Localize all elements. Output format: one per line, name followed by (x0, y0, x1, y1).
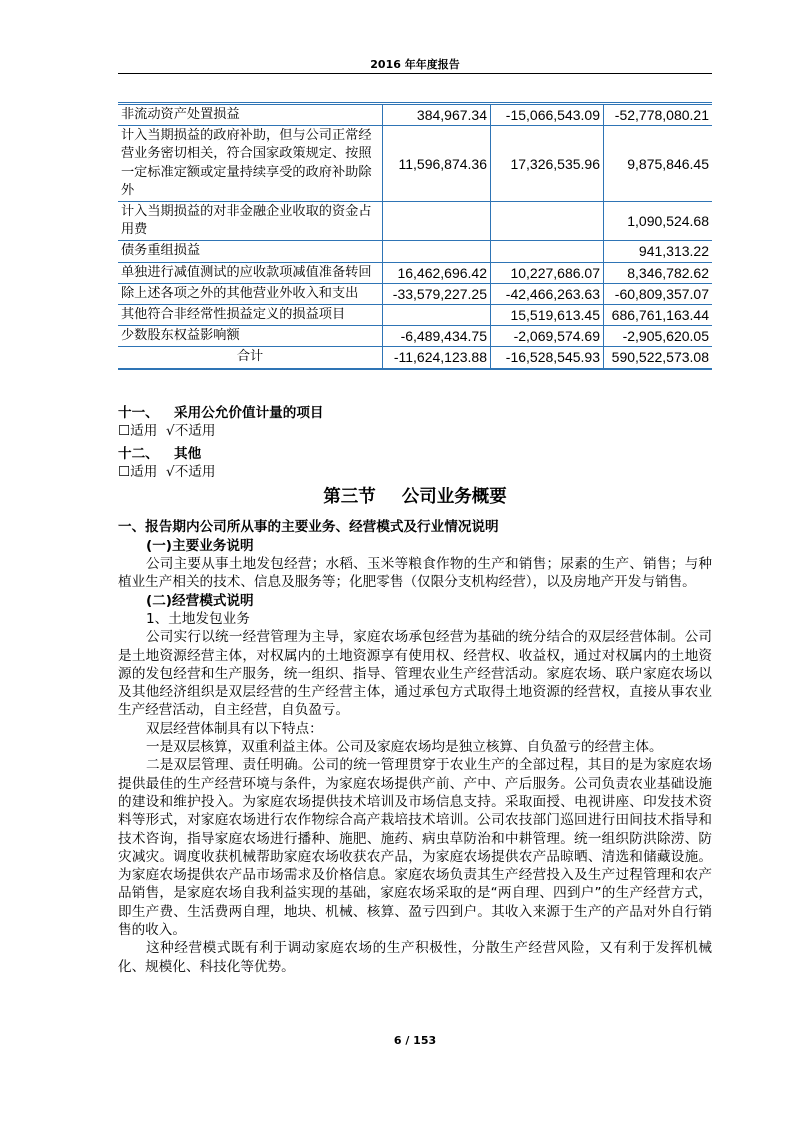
paragraph: 一是双层核算，双重利益主体。公司及家庭农场均是独立核算、自负盈亏的经营主体。 (146, 739, 663, 756)
table-row (118, 347, 712, 369)
value-cell: -52,778,080.21 (604, 104, 713, 126)
paragraph: 公司实行以统一经营管理为主导，家庭农场承包经营为基础的统分结合的双层经营体制。公司是土地资源经营主体，对权属内的土地资源享有使用权、经营权、收益权，通过对权属内的土地资源的发包经营和生产服务，统一组织、指导、管理农业生产经营活动。家庭农场、联户家庭农场以及其他经济组织是双层经营的生产经营主体，通过承包方式取得土地资源的经营权，直接从事农业生产经营活动，自主经营，自负盈亏。 (118, 629, 712, 719)
header-divider (118, 73, 712, 74)
row-label: 单独进行减值测试的应收款项减值准备转回 (118, 262, 383, 283)
value-cell (491, 202, 604, 241)
value-cell: 686,761,163.44 (604, 305, 713, 326)
page-header: 2016 年年度报告 (370, 58, 460, 71)
value-cell: 11,596,874.36 (383, 126, 491, 202)
chapter-title: 第三节 公司业务概要 (323, 487, 507, 508)
page-number: 6 / 153 (393, 1034, 437, 1047)
value-cell: 16,462,696.42 (383, 262, 491, 283)
value-cell: 15,519,613.45 (491, 305, 604, 326)
row-label: 非流动资产处置损益 (118, 104, 383, 126)
value-cell: 941,313.22 (604, 241, 713, 262)
value-cell: -2,069,574.69 (491, 326, 604, 347)
section-11-options (118, 422, 712, 440)
value-cell: 17,326,535.96 (491, 126, 604, 202)
table-row (118, 283, 712, 304)
value-cell: 590,522,573.08 (604, 347, 713, 369)
table-row (118, 104, 712, 126)
value-cell (491, 241, 604, 262)
value-cell: 9,875,846.45 (604, 126, 713, 202)
row-label: 少数股东权益影响额 (118, 326, 383, 347)
non-recurring-gains-table (118, 102, 712, 370)
value-cell: 1,090,524.68 (604, 202, 713, 241)
value-cell: -42,466,263.63 (491, 283, 604, 304)
value-cell: -33,579,227.25 (383, 283, 491, 304)
document-body (118, 404, 712, 976)
paragraph: 二是双层管理、责任明确。公司的统一管理贯穿于农业生产的全部过程，其目的是为家庭农场提供最佳的生产经营环境与条件，为家庭农场提供产前、产中、产后服务。公司负责农业基础设施的建设和维护投入。为家庭农场提供技术培训及市场信息支持。采取面授、电视讲座、印发技术资料等形式，对家庭农场进行农作物综合高产栽培技术培训。公司农技部门巡回进行田间技术指导和技术咨询，指导家庭农场进行播种、施肥、施药、病虫草防治和中耕管理。统一组织防洪除涝、防灾减灾。调度收获机械帮助家庭农场收获农产品，为家庭农场提供农产品晾晒、清选和储藏设施。为家庭农场提供农产品市场需求及价格信息。家庭农场负责其生产经营投入及生产过程管理和农产品销售，是家庭农场自我利益实现的基础，家庭农场采取的是“两自理、四到户”的生产经营方式，即生产费、生活费两自理，地块、机械、核算、盈亏四到户。其收入来源于生产的产品对外自行销售的收入。 (118, 757, 712, 939)
row-label: 债务重组损益 (118, 241, 383, 262)
table-row (118, 241, 712, 262)
row-label: 计入当期损益的政府补助，但与公司正常经营业务密切相关，符合国家政策规定、按照一定标准定额或定量持续享受的政府补助除外 (118, 126, 383, 202)
value-cell: -60,809,357.07 (604, 283, 713, 304)
value-cell (383, 241, 491, 262)
applicable-checkbox: ☐适用 (118, 423, 158, 440)
paragraph: 公司主要从事土地发包经营；水稻、玉米等粮食作物的生产和销售；尿素的生产、销售；与种植业生产相关的技术、信息及服务等；化肥零售（仅限分支机构经营），以及房地产开发与销售。 (118, 556, 712, 591)
value-cell: -16,528,545.93 (491, 347, 604, 369)
table-row (118, 126, 712, 202)
list-item: 1、土地发包业务 (146, 610, 250, 627)
value-cell: 10,227,686.07 (491, 262, 604, 283)
subheading-business-model: (二)经营模式说明 (146, 592, 254, 609)
value-cell: -6,489,434.75 (383, 326, 491, 347)
section-12-heading: 十二、 其他 (118, 445, 202, 462)
table-row (118, 262, 712, 283)
value-cell: 8,346,782.62 (604, 262, 713, 283)
applicable-checkbox: ☐适用 (118, 463, 158, 480)
value-cell: -2,905,620.05 (604, 326, 713, 347)
section-11-heading: 十一、 采用公允价值计量的项目 (118, 405, 324, 421)
heading-main-business: 一、报告期内公司所从事的主要业务、经营模式及行业情况说明 (118, 519, 499, 536)
value-cell: 384,967.34 (383, 104, 491, 126)
value-cell: -15,066,543.09 (491, 104, 604, 126)
value-cell (383, 202, 491, 241)
not-applicable-check: √不适用 (166, 463, 216, 480)
value-cell: -11,624,123.88 (383, 347, 491, 369)
table-row (118, 202, 712, 241)
value-cell (383, 305, 491, 326)
paragraph: 这种经营模式既有利于调动家庭农场的生产积极性，分散生产经营风险，又有利于发挥机械化、规模化、科技化等优势。 (118, 940, 712, 975)
table-row (118, 326, 712, 347)
not-applicable-check: √不适用 (166, 423, 216, 440)
row-label: 其他符合非经常性损益定义的损益项目 (118, 305, 383, 326)
row-label: 除上述各项之外的其他营业外收入和支出 (118, 283, 383, 304)
paragraph: 双层经营体制具有以下特点： (146, 720, 323, 737)
row-label: 计入当期损益的对非金融企业收取的资金占用费 (118, 202, 383, 241)
section-12-options (118, 463, 712, 481)
row-label: 合计 (118, 347, 383, 369)
table-row (118, 305, 712, 326)
subheading-main-business: (一)主要业务说明 (146, 537, 254, 554)
